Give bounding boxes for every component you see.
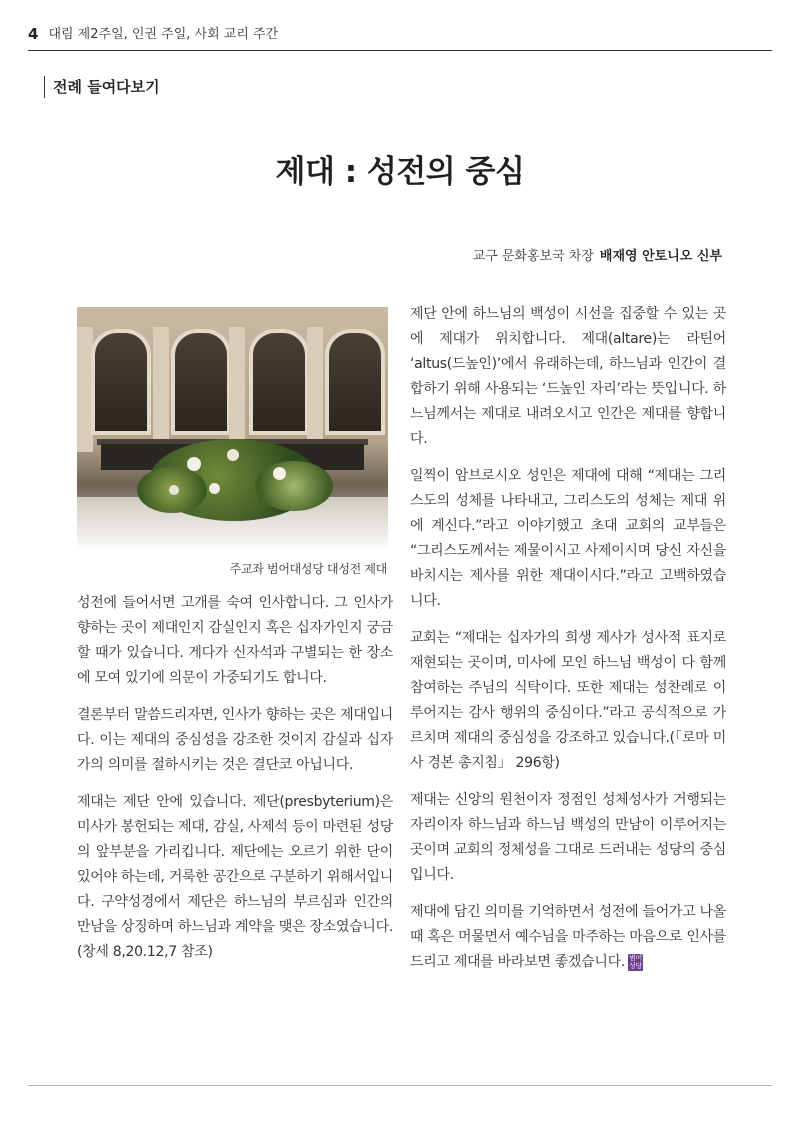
footer-divider: [28, 1085, 772, 1086]
page-number: 4: [28, 25, 39, 43]
right-column: [410, 302, 726, 987]
altar-photo: [77, 307, 388, 553]
closing-text: 제대에 담긴 의미를 기억하면서 성전에 들어가고 나올 때 혹은 머물면서 예수님을 마주하는 마음으로 인사를 드리고 제대를 바라보면 좋겠습니다.: [410, 904, 726, 970]
section-label: 전례 들여다보기: [44, 76, 160, 98]
end-mark-logo: [628, 954, 643, 971]
end-mark-text: 범어 성당: [629, 954, 642, 970]
paragraph: 일찍이 암브로시오 성인은 제대에 대해 “제대는 그리스도의 성체를 나타내고, 그리스도의 성체는 제대 위에 계신다.”라고 이야기했고 초대 교회의 교부들은 “그리스도께서는 제물이시고 사제이시며 당신 자신을 바치시는 제사를 위한 제대이시다.”라고 고백하였습니다.: [410, 468, 726, 609]
left-column: [77, 307, 393, 977]
paragraph: 제단 안에 하느님의 백성이 시선을 집중할 수 있는 곳에 제대가 위치합니다. 제대(altare)는 라틴어 ‘altus(드높인)’에서 유래하는데, 하느님과 인간이 결합하기 위해 사용되는 ‘드높인 자리’라는 뜻입니다. 하느님께서는 제대로 내려오시고 인간은 제대를 향합니다.: [410, 306, 726, 447]
issue-title: 대림 제2주일, 인권 주일, 사회 교리 주간: [48, 27, 279, 42]
photo-caption: 주교좌 범어대성당 대성전 제대: [229, 562, 387, 576]
byline: [473, 245, 722, 264]
page-header: [28, 20, 772, 51]
paragraph: 제대는 신앙의 원천이자 정점인 성체성사가 거행되는 자리이자 하느님과 하느님 백성의 만남이 이루어지는 곳이며 교회의 정체성을 그대로 드러내는 성당의 중심입니다.: [410, 792, 726, 883]
paragraph: 성전에 들어서면 고개를 숙여 인사합니다. 그 인사가 향하는 곳이 제대인지 감실인지 혹은 십자가인지 궁금할 때가 있습니다. 게다가 신자석과 구별되는 한 장소에 모여 있기에 의문이 가중되기도 합니다.: [77, 595, 393, 686]
paragraph: 제대는 제단 안에 있습니다. 제단(presbyterium)은 미사가 봉헌되는 제대, 감실, 사제석 등이 마련된 성당의 앞부분을 가리킵니다. 제단에는 오르기 위한 단이 있어야 하는데, 거룩한 공간으로 구분하기 위해서입니다. 구약성경에서 제단은 하느님의 부르심과 인간의 만남을 상징하며 하느님과 계약을 맺은 장소였습니다.(창세 8,20.12,7 참조): [77, 794, 393, 960]
paragraph: 결론부터 말씀드리자면, 인사가 향하는 곳은 제대입니다. 이는 제대의 중심성을 강조한 것이지 감실과 십자가의 의미를 절하시키는 것은 결단코 아닙니다.: [77, 707, 393, 773]
article-title: 제대 : 성전의 중심: [275, 154, 525, 190]
paragraph: [410, 900, 726, 975]
author-role: 교구 문화홍보국 차장: [472, 249, 594, 264]
author-name: 배재영 안토니오 신부: [599, 249, 722, 264]
paragraph: 교회는 “제대는 십자가의 희생 제사가 성사적 표지로 재현되는 곳이며, 미사에 모인 하느님 백성이 다 함께 참여하는 주님의 식탁이다. 또한 제대는 성찬례로 이루어지는 감사 행위의 중심이다.”라고 공식적으로 가르치며 제대의 중심성을 강조하고 있습니다.(「로마 미사 경본 총지침」 296항): [410, 630, 726, 771]
